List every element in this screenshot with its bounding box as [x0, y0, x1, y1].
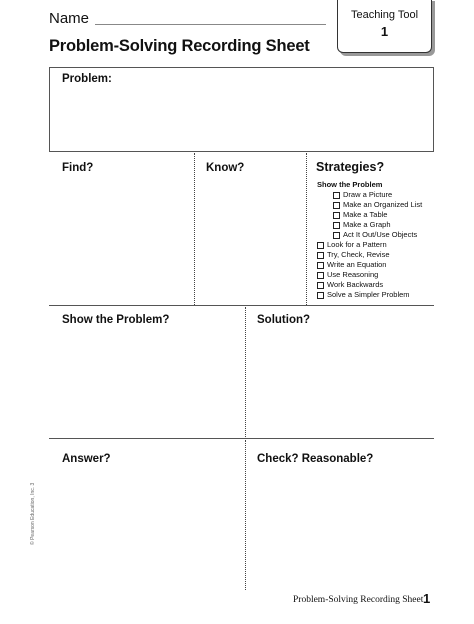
- teaching-tool-label: Teaching Tool: [350, 9, 419, 21]
- copyright-notice: © Pearson Education, Inc. 3: [30, 482, 36, 545]
- teaching-tool-tab: [337, 0, 432, 53]
- strategy-item[interactable]: Make a Table: [333, 210, 422, 220]
- strategy-item[interactable]: Write an Equation: [317, 260, 410, 270]
- strategy-item[interactable]: Make a Graph: [333, 220, 422, 230]
- check-reasonable-label: Check? Reasonable?: [257, 453, 374, 465]
- strategy-item[interactable]: Act It Out/Use Objects: [333, 230, 422, 240]
- checkbox-icon[interactable]: [317, 252, 324, 259]
- divider-answer-check: [245, 440, 246, 590]
- checkbox-icon[interactable]: [333, 222, 340, 229]
- name-label: Name: [49, 10, 90, 27]
- problem-label: Problem:: [62, 73, 112, 85]
- find-label: Find?: [62, 162, 94, 174]
- checkbox-icon[interactable]: [317, 262, 324, 269]
- checkbox-icon[interactable]: [333, 212, 340, 219]
- checkbox-icon[interactable]: [317, 242, 324, 249]
- divider-show-solution: [245, 307, 246, 439]
- strategy-item[interactable]: Make an Organized List: [333, 200, 422, 210]
- page-number: 1: [423, 591, 431, 606]
- strategy-item[interactable]: Use Reasoning: [317, 270, 410, 280]
- strategy-item[interactable]: Draw a Picture: [333, 190, 422, 200]
- checkbox-icon[interactable]: [317, 282, 324, 289]
- strategy-item[interactable]: Work Backwards: [317, 280, 410, 290]
- checkbox-icon[interactable]: [317, 272, 324, 279]
- divider-know-strategies: [306, 153, 307, 305]
- checkbox-icon[interactable]: [333, 192, 340, 199]
- strategies-label: Strategies?: [316, 160, 385, 174]
- solution-label: Solution?: [257, 314, 311, 326]
- checkbox-icon[interactable]: [317, 292, 324, 299]
- know-label: Know?: [206, 162, 245, 174]
- divider-find-know: [194, 153, 195, 305]
- show-problem-strategy-list: [333, 190, 422, 240]
- show-the-problem-subheading: Show the Problem: [317, 180, 383, 189]
- answer-label: Answer?: [62, 453, 111, 465]
- show-problem-label: Show the Problem?: [62, 314, 170, 326]
- strategy-item[interactable]: Look for a Pattern: [317, 240, 410, 250]
- checkbox-icon[interactable]: [333, 232, 340, 239]
- strategy-list: [317, 240, 410, 300]
- strategy-item[interactable]: Solve a Simpler Problem: [317, 290, 410, 300]
- name-line[interactable]: [95, 24, 326, 25]
- strategy-item[interactable]: Try, Check, Revise: [317, 250, 410, 260]
- teaching-tool-number: 1: [380, 24, 389, 39]
- page-title: Problem-Solving Recording Sheet: [49, 37, 310, 55]
- checkbox-icon[interactable]: [333, 202, 340, 209]
- footer-title: Problem-Solving Recording Sheet: [293, 595, 424, 605]
